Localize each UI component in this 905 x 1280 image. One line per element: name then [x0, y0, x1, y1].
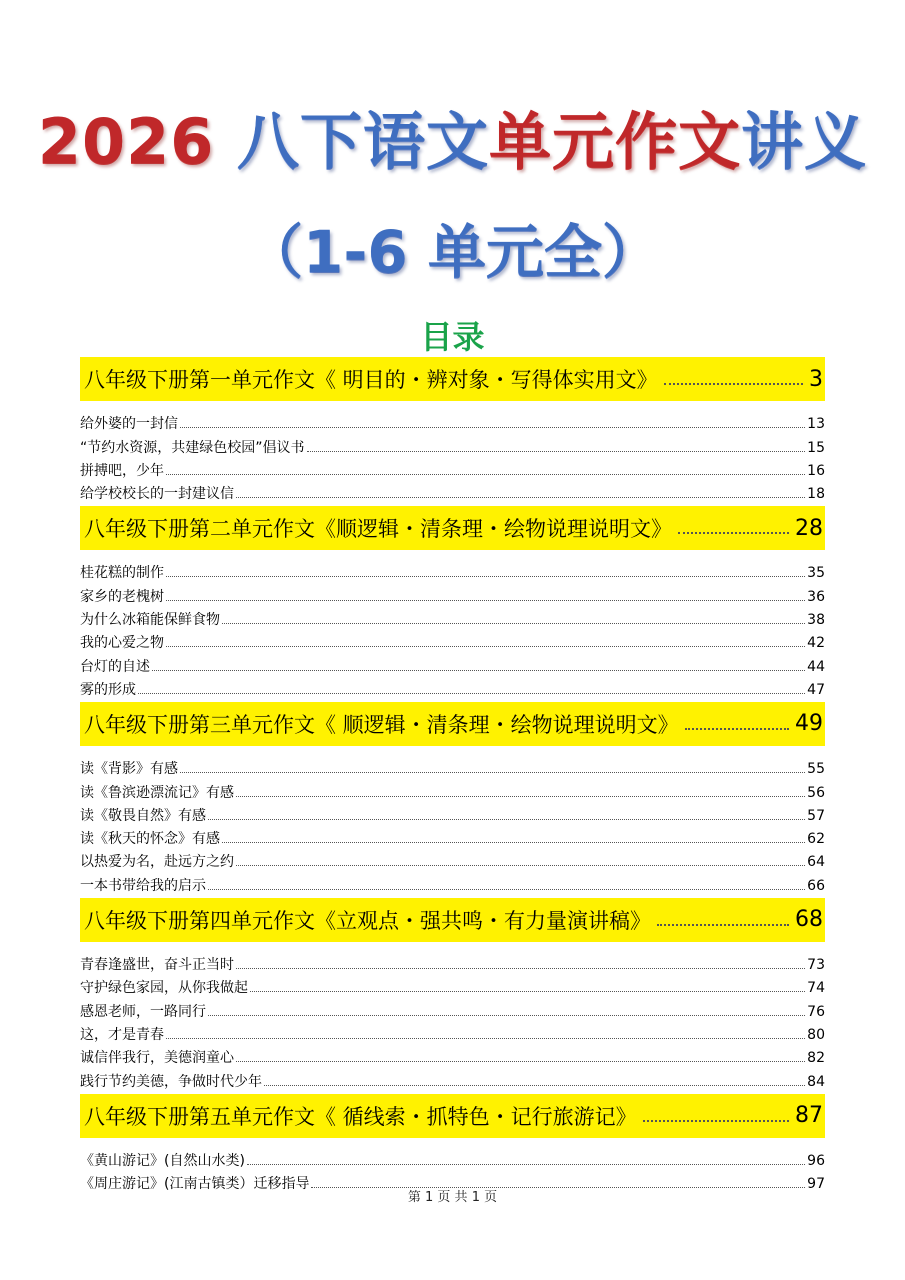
toc-entry-title: 青春逢盛世，奋斗正当时 — [80, 957, 234, 974]
document-subtitle: （1-6 单元全） — [245, 218, 660, 286]
toc-entry[interactable] — [80, 754, 825, 777]
toc-entry[interactable] — [80, 824, 825, 847]
toc-unit-page: 87 — [795, 1103, 823, 1129]
toc-unit-row[interactable] — [80, 702, 825, 746]
toc-entry-page: 80 — [807, 1026, 825, 1043]
toc-entry-title: “节约水资源，共建绿色校园”倡议书 — [80, 439, 305, 456]
toc-entry[interactable] — [80, 651, 825, 674]
toc-entry-title: 诚信伴我行，美德润童心 — [80, 1050, 234, 1067]
toc-entry[interactable] — [80, 581, 825, 604]
dot-leader — [166, 600, 805, 601]
document-title — [0, 92, 905, 181]
toc-entry[interactable] — [80, 996, 825, 1019]
toc-entry-title: 感恩老师，一路同行 — [80, 1003, 206, 1020]
toc-heading: 目录 — [420, 318, 485, 356]
toc-entry-title: 读《敬畏自然》有感 — [80, 807, 206, 824]
dot-leader — [166, 474, 805, 475]
dot-leader — [180, 427, 805, 428]
dot-leader — [208, 1015, 805, 1016]
toc-entry-page: 82 — [807, 1050, 825, 1067]
toc-entry[interactable] — [80, 456, 825, 479]
toc-unit-row[interactable] — [80, 506, 825, 550]
dot-leader — [166, 1038, 805, 1039]
toc-unit-page: 3 — [809, 366, 823, 392]
toc-unit-title: 八年级下册第五单元作文《 循线索・抓特色・记行旅游记》 — [84, 1104, 637, 1129]
toc-unit-row[interactable] — [80, 357, 825, 401]
toc-unit-title: 八年级下册第二单元作文《顺逻辑・清条理・绘物说理说明文》 — [84, 517, 672, 542]
toc-entry-page: 42 — [807, 635, 825, 652]
toc-entry-page: 13 — [807, 416, 825, 433]
toc-entry[interactable] — [80, 1043, 825, 1066]
toc-unit-title: 八年级下册第一单元作文《 明目的・辨对象・写得体实用文》 — [84, 368, 658, 392]
toc-entry-title: 读《秋天的怀念》有感 — [80, 831, 220, 848]
toc-unit-row[interactable] — [80, 1094, 825, 1138]
dot-leader — [152, 670, 805, 671]
dot-leader — [222, 623, 805, 624]
toc-entry-title: 给学校校长的一封建议信 — [80, 486, 234, 503]
toc-entry[interactable] — [80, 628, 825, 651]
dot-leader — [138, 693, 805, 694]
dot-leader — [250, 991, 805, 992]
toc-entry-page: 18 — [807, 486, 825, 503]
toc-entry-page: 76 — [807, 1003, 825, 1020]
toc-entry-page: 62 — [807, 831, 825, 848]
toc-entry-page: 96 — [807, 1152, 825, 1169]
toc-entry[interactable] — [80, 777, 825, 800]
dot-leader — [236, 796, 805, 797]
toc-entry[interactable] — [80, 973, 825, 996]
dot-leader — [236, 497, 805, 498]
toc-entry-page: 97 — [807, 1176, 825, 1193]
toc-entry-page: 56 — [807, 784, 825, 801]
dot-leader — [307, 451, 806, 452]
toc-entry-page: 44 — [807, 658, 825, 675]
dot-leader — [247, 1164, 805, 1165]
toc-entry-page: 84 — [807, 1073, 825, 1090]
dot-leader — [208, 819, 805, 820]
dot-leader — [222, 842, 805, 843]
dot-leader — [678, 532, 789, 534]
dot-leader — [166, 576, 805, 577]
toc-entry-page: 64 — [807, 854, 825, 871]
toc-entry-title: 台灯的自述 — [80, 658, 150, 675]
toc-entry-page: 16 — [807, 462, 825, 479]
dot-leader — [264, 1085, 805, 1086]
toc-entry-title: 《黄山游记》(自然山水类) — [80, 1152, 245, 1169]
toc-entry-title: 《周庄游记》(江南古镇类）迁移指导 — [80, 1176, 310, 1193]
dot-leader — [208, 889, 805, 890]
toc-unit-row[interactable] — [80, 898, 825, 942]
toc-entry-page: 38 — [807, 612, 825, 629]
toc-entry[interactable] — [80, 605, 825, 628]
toc-entry[interactable] — [80, 847, 825, 870]
toc-entry[interactable] — [80, 801, 825, 824]
dot-leader — [685, 728, 789, 730]
toc-entry-page: 55 — [807, 761, 825, 778]
dot-leader — [236, 968, 805, 969]
toc-entry-page: 57 — [807, 807, 825, 824]
toc-entry[interactable] — [80, 479, 825, 502]
table-of-contents — [80, 357, 825, 1196]
title-year: 2026 — [37, 105, 238, 178]
toc-entry-page: 66 — [807, 877, 825, 894]
toc-entry-title: 我的心爱之物 — [80, 635, 164, 652]
toc-entry-title: 守护绿色家园，从你我做起 — [80, 980, 248, 997]
toc-entry-title: 为什么冰箱能保鲜食物 — [80, 612, 220, 629]
dot-leader — [657, 924, 789, 926]
toc-entry[interactable] — [80, 409, 825, 432]
page-footer: 第 1 页 共 1 页 — [407, 1190, 498, 1205]
toc-entry-title: 践行节约美德，争做时代少年 — [80, 1073, 262, 1090]
title-part-b: 单元作文 — [489, 105, 742, 178]
toc-entry[interactable] — [80, 432, 825, 455]
toc-entry[interactable] — [80, 1020, 825, 1043]
toc-entry[interactable] — [80, 558, 825, 581]
toc-entry-title: 这，才是青春 — [80, 1026, 164, 1043]
toc-entry-title: 一本书带给我的启示 — [80, 877, 206, 894]
toc-unit-title: 八年级下册第三单元作文《 顺逻辑・清条理・绘物说理说明文》 — [84, 712, 679, 737]
toc-unit-page: 49 — [795, 711, 823, 737]
dot-leader — [643, 1120, 789, 1122]
toc-entry-page: 15 — [807, 439, 825, 456]
toc-entry-title: 桂花糕的制作 — [80, 565, 164, 582]
toc-entry-title: 拼搏吧，少年 — [80, 462, 164, 479]
dot-leader — [236, 865, 805, 866]
title-part-c: 讲义 — [741, 105, 868, 178]
toc-entry[interactable] — [80, 1146, 825, 1169]
toc-entry[interactable] — [80, 870, 825, 893]
toc-unit-page: 68 — [795, 907, 823, 933]
toc-entry-page: 36 — [807, 588, 825, 605]
toc-entry-title: 给外婆的一封信 — [80, 416, 178, 433]
title-part-a: 八下语文 — [237, 105, 490, 178]
dot-leader — [180, 772, 805, 773]
toc-entry-title: 读《背影》有感 — [80, 761, 178, 778]
toc-entry-title: 以热爱为名，赴远方之约 — [80, 854, 234, 871]
toc-unit-page: 28 — [795, 515, 823, 541]
toc-entry[interactable] — [80, 1066, 825, 1089]
toc-entry-page: 35 — [807, 565, 825, 582]
toc-entry-title: 雾的形成 — [80, 681, 136, 698]
toc-entry-title: 读《鲁滨逊漂流记》有感 — [80, 784, 234, 801]
dot-leader — [166, 646, 805, 647]
dot-leader — [664, 383, 803, 385]
toc-entry-title: 家乡的老槐树 — [80, 588, 164, 605]
toc-entry-page: 47 — [807, 681, 825, 698]
toc-entry[interactable] — [80, 950, 825, 973]
toc-unit-title: 八年级下册第四单元作文《立观点・强共鸣・有力量演讲稿》 — [84, 908, 651, 933]
toc-entry[interactable] — [80, 675, 825, 698]
dot-leader — [236, 1061, 805, 1062]
toc-entry-page: 74 — [807, 980, 825, 997]
toc-entry-page: 73 — [807, 957, 825, 974]
